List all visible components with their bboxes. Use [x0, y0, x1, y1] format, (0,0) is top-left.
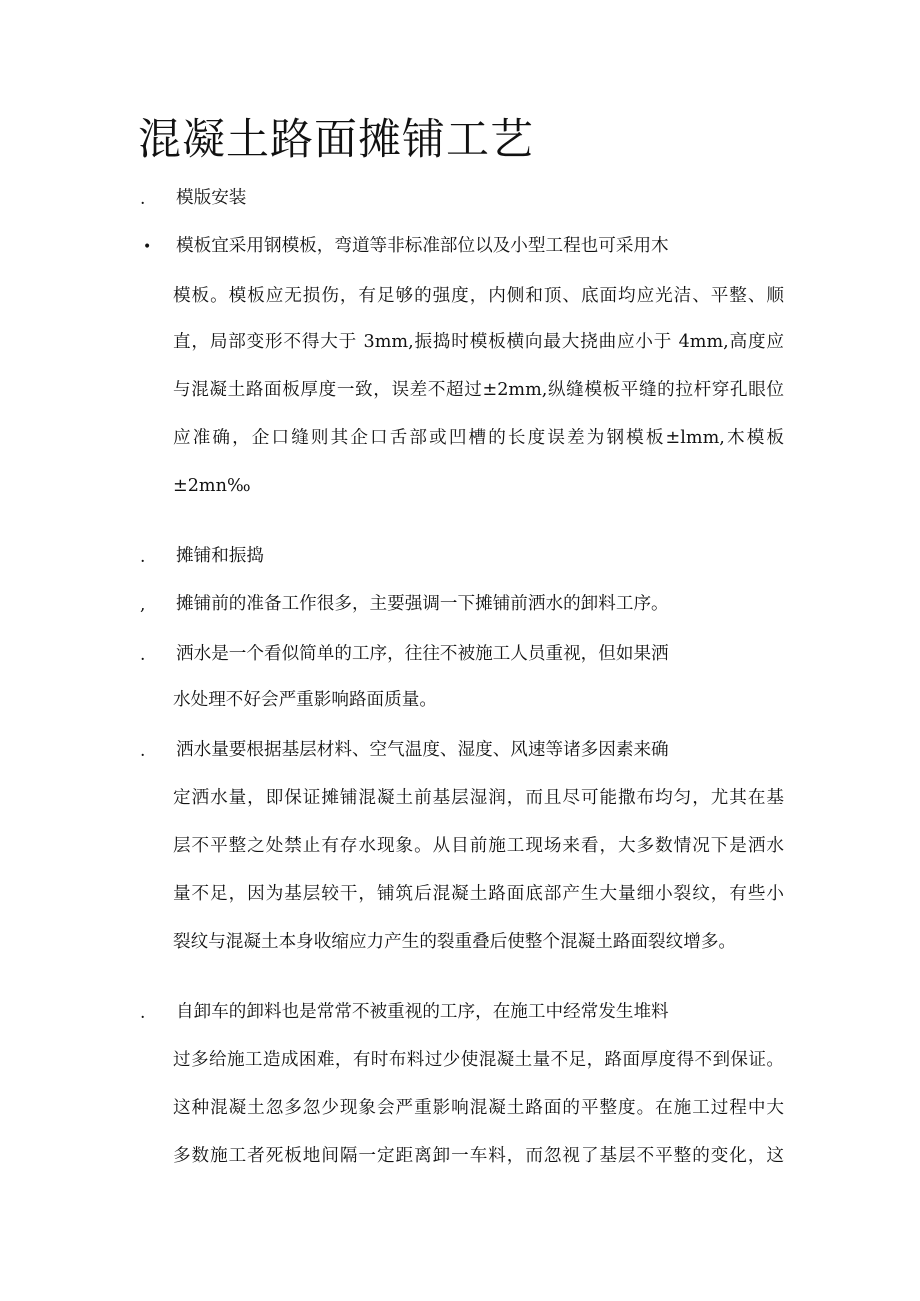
paragraph-line: 与混凝土路面板厚度一致，误差不超过±2mm,纵缝模板平缝的拉杆穿孔眼位 — [173, 380, 784, 400]
paragraph-line: 裂纹与混凝土本身收缩应力产生的裂重叠后使整个混凝土路面裂纹增多。 — [173, 932, 737, 952]
paragraph-line: 洒水量要根据基层材料、空气温度、湿度、风速等诸多因素来确 — [176, 740, 669, 760]
paragraph-line: 摊铺前的准备工作很多，主要强调一下摊铺前洒水的卸料工序。 — [176, 594, 669, 614]
paragraph-line: 量不足，因为基层较干，铺筑后混凝土路面底部产生大量细小裂纹，有些小 — [173, 884, 784, 904]
paragraph-line: 水处理不好会严重影响路面质量。 — [173, 690, 437, 710]
paragraph-line: 模板宜采用钢模板，弯道等非标准部位以及小型工程也可采用木 — [176, 236, 669, 256]
paragraph-line: 多数施工者死板地间隔一定距离卸一车料，而忽视了基层不平整的变化，这 — [173, 1146, 784, 1166]
list-marker: . — [140, 547, 146, 567]
section-heading-paving: 摊铺和振捣 — [176, 546, 264, 566]
paragraph-line: 自卸车的卸料也是常常不被重视的工序，在施工中经常发生堆料 — [176, 1002, 669, 1022]
paragraph-line: 洒水是一个看似简单的工序，往往不被施工人员重视，但如果洒 — [176, 644, 669, 664]
paragraph-line: 应准确，企口缝则其企口舌部或凹槽的长度误差为钢模板±lmm,木模板 — [173, 428, 784, 448]
list-marker: . — [140, 189, 146, 209]
document-title: 混凝土路面摊铺工艺 — [138, 115, 534, 165]
list-marker: . — [140, 1003, 146, 1023]
list-marker: , — [140, 595, 146, 615]
section-heading-formwork: 模版安装 — [176, 188, 247, 208]
list-marker: . — [140, 645, 146, 665]
paragraph-line: 直，局部变形不得大于 3mm,振捣时模板横向最大挠曲应小于 4mm,高度应 — [173, 332, 784, 352]
paragraph-line: ±2mn‰ — [173, 476, 251, 496]
paragraph-line: 过多给施工造成困难，有时布料过少使混凝土量不足，路面厚度得不到保证。 — [173, 1050, 784, 1070]
paragraph-line: 定洒水量，即保证摊铺混凝土前基层湿润，而且尽可能撒布均匀，尤其在基 — [173, 788, 784, 808]
list-marker: . — [140, 741, 146, 761]
paragraph-line: 层不平整之处禁止有存水现象。从目前施工现场来看，大多数情况下是洒水 — [173, 836, 784, 856]
bullet-marker: • — [143, 239, 152, 255]
paragraph-line: 模板。模板应无损伤，有足够的强度，内侧和顶、底面均应光洁、平整、顺 — [173, 286, 784, 306]
paragraph-line: 这种混凝土忽多忽少现象会严重影响混凝土路面的平整度。在施工过程中大 — [173, 1098, 784, 1118]
